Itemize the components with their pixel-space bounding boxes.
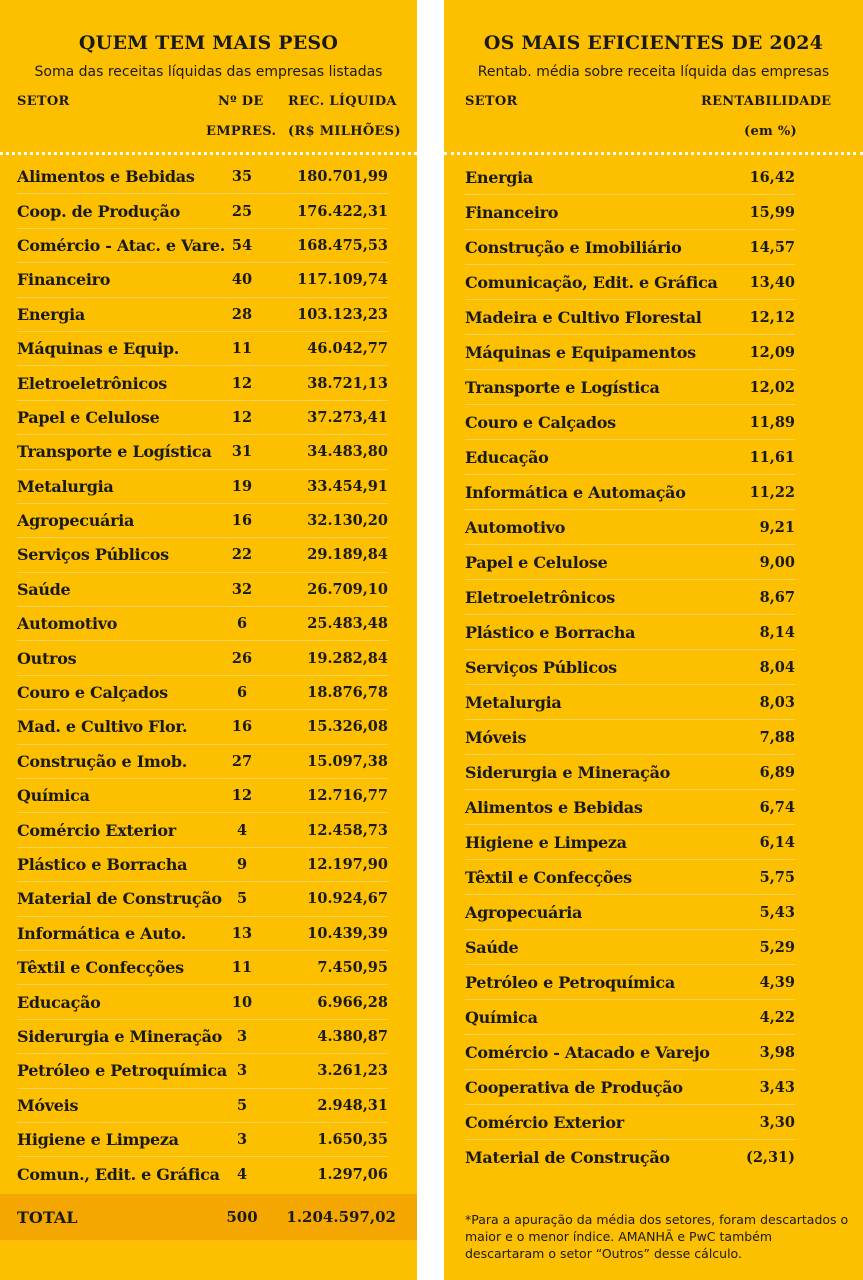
- table-row: [17, 951, 388, 985]
- table-row: [465, 965, 795, 1000]
- table-row: [17, 985, 388, 1019]
- table-row: [17, 745, 388, 779]
- company-count: 6: [236, 615, 248, 633]
- table-row: [465, 720, 795, 755]
- sector-name: Couro e Calçados: [17, 683, 168, 703]
- efficiency-panel: [444, 0, 863, 1280]
- sector-name: Siderurgia e Mineração: [465, 762, 671, 782]
- sector-name: Saúde: [17, 579, 71, 599]
- profitability-column-header-line2: (em %): [744, 124, 798, 139]
- profitability-value: 8,14: [759, 623, 795, 641]
- net-revenue-value: 15.326,08: [307, 718, 388, 736]
- count-column-header-line2: EMPRES.: [206, 124, 277, 139]
- table-row: [17, 538, 388, 572]
- table-row: [17, 229, 388, 263]
- company-count: 12: [231, 408, 253, 426]
- sector-name: Agropecuária: [465, 902, 583, 922]
- profitability-value: 3,43: [759, 1078, 795, 1096]
- sector-name: Educação: [17, 992, 101, 1012]
- header-divider: [0, 152, 417, 155]
- company-count: 9: [236, 856, 248, 873]
- table-row: [17, 882, 388, 916]
- sector-name: Máquinas e Equipamentos: [465, 342, 696, 362]
- table-row: [465, 300, 795, 335]
- sector-name: Mad. e Cultivo Flor.: [17, 717, 188, 737]
- sector-name: Plástico e Borracha: [465, 622, 636, 642]
- table-row: [17, 1123, 388, 1157]
- profitability-value: 9,00: [759, 553, 795, 571]
- table-row: [465, 370, 795, 405]
- profitability-value: 12,12: [749, 308, 795, 326]
- net-revenue-value: 19.282,84: [307, 649, 388, 667]
- efficiency-title: OS MAIS EFICIENTES DE 2024: [483, 32, 824, 54]
- table-row: [17, 470, 388, 504]
- net-revenue-value: 6.966,28: [317, 993, 388, 1011]
- net-revenue-value: 15.097,38: [307, 752, 388, 770]
- net-revenue-value: 37.273,41: [307, 408, 388, 426]
- table-row: [17, 263, 388, 297]
- total-label: TOTAL: [17, 1207, 78, 1227]
- profitability-value: 11,61: [749, 448, 795, 466]
- net-revenue-value: 12.197,90: [307, 856, 388, 873]
- revenue-title: QUEM TEM MAIS PESO: [78, 32, 339, 54]
- table-row: [465, 860, 795, 895]
- profitability-value: 6,74: [759, 798, 795, 816]
- profitability-value: 5,43: [759, 903, 795, 921]
- net-revenue-value: 25.483,48: [307, 615, 388, 633]
- net-revenue-value: 2.948,31: [317, 1096, 388, 1114]
- total-row: [0, 1194, 417, 1240]
- company-count: 6: [236, 684, 248, 702]
- table-row: [465, 335, 795, 370]
- company-count: 16: [231, 512, 253, 530]
- company-count: 10: [231, 993, 253, 1011]
- sector-name: Comun., Edit. e Gráfica: [17, 1164, 220, 1184]
- profitability-value: 15,99: [749, 203, 795, 221]
- revenue-table: [17, 160, 388, 1191]
- table-row: [465, 615, 795, 650]
- net-revenue-value: 26.709,10: [307, 580, 388, 598]
- table-row: [465, 440, 795, 475]
- sector-name: Móveis: [17, 1095, 79, 1115]
- table-row: [17, 676, 388, 710]
- table-row: [465, 160, 795, 195]
- company-count: 4: [236, 821, 248, 839]
- profitability-value: 3,30: [759, 1113, 795, 1131]
- sector-name: Plástico e Borracha: [17, 855, 188, 874]
- table-row: [17, 435, 388, 469]
- table-row: [465, 650, 795, 685]
- profitability-value: 11,22: [749, 483, 795, 501]
- sector-name: Material de Construção: [17, 889, 222, 909]
- profitability-value: 11,89: [749, 413, 795, 431]
- sector-name: Siderurgia e Mineração: [17, 1026, 223, 1046]
- company-count: 54: [231, 236, 253, 254]
- company-count: 11: [231, 340, 253, 358]
- profitability-value: 12,09: [749, 343, 795, 361]
- net-revenue-value: 12.716,77: [307, 787, 388, 805]
- total-value: 1.204.597,02: [286, 1208, 396, 1226]
- sector-name: Financeiro: [17, 270, 111, 290]
- sector-name: Têxtil e Confecções: [17, 958, 184, 978]
- sector-name: Eletroeletrônicos: [465, 587, 615, 607]
- table-row: [17, 366, 388, 400]
- profitability-value: 14,57: [749, 238, 795, 256]
- table-row: [17, 298, 388, 332]
- table-row: [17, 779, 388, 813]
- table-row: [465, 1035, 795, 1070]
- sector-name: Agropecuária: [17, 511, 135, 531]
- sector-name: Coop. de Produção: [17, 201, 180, 221]
- count-column-header-line1: Nº DE: [218, 94, 264, 109]
- sector-name: Informática e Auto.: [17, 923, 186, 943]
- table-row: [17, 194, 388, 228]
- profitability-value: 9,21: [759, 518, 795, 536]
- table-row: [465, 580, 795, 615]
- sector-name: Higiene e Limpeza: [17, 1130, 179, 1150]
- net-revenue-value: 34.483,80: [307, 443, 388, 461]
- sector-name: Metalurgia: [17, 476, 114, 496]
- table-row: [465, 930, 795, 965]
- sector-name: Papel e Celulose: [17, 407, 160, 427]
- profitability-value: 6,89: [759, 763, 795, 781]
- net-revenue-value: 180.701,99: [297, 168, 388, 186]
- company-count: 3: [236, 1131, 248, 1149]
- table-row: [465, 1140, 795, 1174]
- company-count: 12: [231, 374, 253, 392]
- table-row: [465, 825, 795, 860]
- sector-name: Comércio Exterior: [17, 820, 176, 840]
- table-row: [17, 641, 388, 675]
- sector-name: Energia: [17, 304, 85, 324]
- footnote: *Para a apuração da média dos setores, foram descartados o maior e o menor índice. AMANHÃ e PwC também descartaram o setor “Outros” desse cálculo.: [465, 1212, 849, 1261]
- company-count: 32: [231, 580, 253, 598]
- table-row: [17, 573, 388, 607]
- profitability-value: 12,02: [749, 378, 795, 396]
- table-row: [17, 1089, 388, 1123]
- table-row: [17, 1054, 388, 1088]
- sector-name: Transporte e Logística: [465, 377, 660, 397]
- sector-name: Informática e Automação: [465, 482, 686, 502]
- net-revenue-value: 1.297,06: [317, 1165, 388, 1183]
- sector-name: Eletroeletrônicos: [17, 373, 167, 393]
- profitability-value: 4,39: [759, 973, 795, 991]
- company-count: 25: [231, 202, 253, 220]
- sector-name: Alimentos e Bebidas: [465, 797, 643, 817]
- company-count: 26: [231, 649, 253, 667]
- sector-name: Comunicação, Edit. e Gráfica: [465, 272, 718, 292]
- profitability-value: 7,88: [759, 728, 795, 746]
- table-row: [465, 265, 795, 300]
- table-row: [465, 405, 795, 440]
- sector-name: Financeiro: [465, 202, 559, 222]
- sector-name: Material de Construção: [465, 1147, 670, 1167]
- profitability-value: 5,29: [759, 938, 795, 956]
- sector-name: Cooperativa de Produção: [465, 1077, 683, 1097]
- sector-name: Higiene e Limpeza: [465, 832, 627, 852]
- table-row: [17, 917, 388, 951]
- net-revenue-value: 29.189,84: [307, 546, 388, 564]
- net-revenue-value: 32.130,20: [307, 512, 388, 530]
- sector-name: Alimentos e Bebidas: [17, 167, 195, 187]
- company-count: 13: [231, 924, 253, 942]
- table-row: [465, 755, 795, 790]
- company-count: 3: [236, 1027, 248, 1045]
- sector-name: Petróleo e Petroquímica: [17, 1061, 227, 1081]
- revenue-column-header-line2: (R$ MILHÕES): [288, 124, 401, 139]
- efficiency-table: [465, 160, 795, 1174]
- company-count: 3: [236, 1062, 248, 1080]
- company-count: 12: [231, 787, 253, 805]
- company-count: 11: [231, 959, 253, 977]
- sector-name: Energia: [465, 167, 533, 187]
- table-row: [465, 510, 795, 545]
- total-count: 500: [226, 1208, 258, 1226]
- sector-column-header: SETOR: [17, 94, 70, 109]
- sector-name: Outros: [17, 648, 77, 668]
- sector-name: Química: [465, 1007, 538, 1027]
- revenue-panel: [0, 0, 417, 1280]
- table-row: [17, 1020, 388, 1054]
- sector-name: Couro e Calçados: [465, 412, 616, 432]
- sector-name: Química: [17, 786, 90, 806]
- efficiency-subtitle: Rentab. média sobre receita líquida das empresas: [477, 64, 830, 80]
- table-row: [465, 1000, 795, 1035]
- profitability-value: 6,14: [759, 833, 795, 851]
- table-row: [17, 504, 388, 538]
- net-revenue-value: 18.876,78: [307, 684, 388, 702]
- table-row: [465, 195, 795, 230]
- net-revenue-value: 4.380,87: [317, 1027, 388, 1045]
- table-row: [17, 813, 388, 847]
- sector-name: Serviços Públicos: [465, 657, 617, 677]
- net-revenue-value: 117.109,74: [297, 271, 388, 289]
- profitability-column-header-line1: RENTABILIDADE: [701, 94, 832, 109]
- net-revenue-value: 7.450,95: [317, 959, 388, 977]
- company-count: 40: [231, 271, 253, 289]
- profitability-value: 8,04: [759, 658, 795, 676]
- company-count: 19: [231, 477, 253, 495]
- header-divider: [444, 152, 863, 155]
- profitability-value: 13,40: [749, 273, 795, 291]
- table-row: [17, 332, 388, 366]
- company-count: 5: [236, 890, 248, 908]
- sector-name: Educação: [465, 447, 549, 467]
- net-revenue-value: 38.721,13: [307, 374, 388, 392]
- company-count: 28: [231, 305, 253, 323]
- net-revenue-value: 46.042,77: [307, 340, 388, 358]
- profitability-value: 5,75: [759, 868, 795, 886]
- sector-name: Construção e Imob.: [17, 751, 188, 771]
- sector-name: Comércio - Atac. e Vare.: [17, 235, 226, 255]
- sector-name: Têxtil e Confecções: [465, 867, 632, 887]
- company-count: 27: [231, 752, 253, 770]
- company-count: 22: [231, 546, 253, 564]
- sector-name: Automotivo: [465, 517, 566, 537]
- sector-name: Comércio - Atacado e Varejo: [465, 1042, 710, 1062]
- profitability-value: 3,98: [759, 1043, 795, 1061]
- table-row: [17, 710, 388, 744]
- profitability-value: 4,22: [759, 1008, 795, 1026]
- sector-name: Máquinas e Equip.: [17, 339, 180, 359]
- sector-name: Automotivo: [17, 614, 118, 634]
- sector-name: Transporte e Logística: [17, 442, 212, 462]
- table-row: [17, 160, 388, 194]
- net-revenue-value: 10.924,67: [307, 890, 388, 908]
- table-row: [17, 607, 388, 641]
- sector-name: Madeira e Cultivo Florestal: [465, 307, 702, 327]
- net-revenue-value: 176.422,31: [297, 202, 388, 220]
- sector-name: Móveis: [465, 727, 527, 747]
- table-row: [465, 790, 795, 825]
- profitability-value: 16,42: [749, 168, 795, 186]
- revenue-column-header-line1: REC. LÍQUIDA: [288, 94, 397, 109]
- profitability-value: 8,67: [759, 588, 795, 606]
- company-count: 5: [236, 1096, 248, 1114]
- sector-name: Comércio Exterior: [465, 1112, 624, 1132]
- table-row: [465, 230, 795, 265]
- sector-name: Papel e Celulose: [465, 552, 608, 572]
- company-count: 31: [231, 443, 253, 461]
- company-count: 4: [236, 1165, 248, 1183]
- company-count: 16: [231, 718, 253, 736]
- table-row: [465, 1070, 795, 1105]
- table-row: [465, 685, 795, 720]
- table-row: [465, 475, 795, 510]
- table-row: [17, 848, 388, 882]
- table-row: [465, 895, 795, 930]
- profitability-value: (2,31): [745, 1148, 795, 1166]
- net-revenue-value: 12.458,73: [307, 821, 388, 839]
- sector-name: Metalurgia: [465, 692, 562, 712]
- sector-name: Saúde: [465, 937, 519, 957]
- net-revenue-value: 1.650,35: [317, 1131, 388, 1149]
- table-row: [465, 545, 795, 580]
- net-revenue-value: 33.454,91: [307, 477, 388, 495]
- table-row: [17, 1157, 388, 1190]
- company-count: 35: [231, 168, 253, 186]
- revenue-subtitle: Soma das receitas líquidas das empresas listadas: [34, 64, 383, 80]
- net-revenue-value: 10.439,39: [307, 924, 388, 942]
- net-revenue-value: 168.475,53: [297, 236, 388, 254]
- sector-name: Petróleo e Petroquímica: [465, 972, 675, 992]
- net-revenue-value: 103.123,23: [297, 305, 388, 323]
- net-revenue-value: 3.261,23: [317, 1062, 388, 1080]
- sector-name: Construção e Imobiliário: [465, 237, 682, 257]
- profitability-value: 8,03: [759, 693, 795, 711]
- sector-column-header: SETOR: [465, 94, 518, 109]
- sector-name: Serviços Públicos: [17, 545, 169, 565]
- table-row: [465, 1105, 795, 1140]
- table-row: [17, 401, 388, 435]
